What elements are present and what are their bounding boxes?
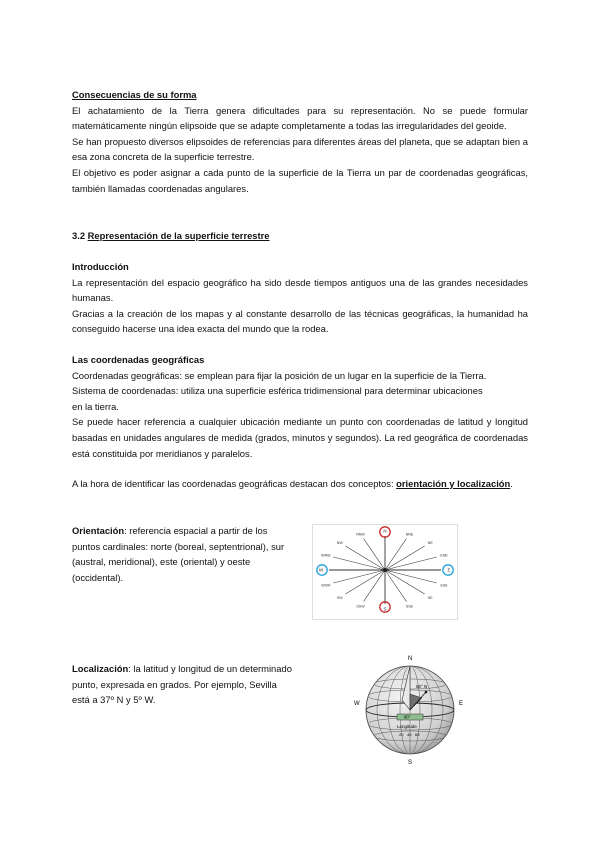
section-coordenadas — [72, 352, 528, 461]
term-localizacion: Localización — [72, 663, 129, 674]
term-orientacion: Orientación — [72, 525, 125, 536]
globe-lat-value: 50° N — [416, 684, 428, 689]
globe-label-s: S — [408, 760, 413, 766]
compass-label-n: N — [383, 528, 387, 534]
heading-introduccion: Introducción — [72, 261, 129, 272]
compass-label-e: E — [447, 567, 451, 573]
section-introduccion — [72, 259, 528, 337]
globe-label-e: E — [459, 701, 464, 707]
compass-label-ene: ENE — [440, 553, 448, 558]
globe-svg — [348, 654, 472, 766]
globe-label-w: W — [354, 701, 360, 707]
compass-label-s: S — [383, 606, 387, 612]
compass-label-ese: ESE — [440, 583, 448, 588]
section-heading-3-2 — [72, 228, 528, 244]
paragraph-orientacion — [72, 523, 294, 585]
globe-lon-tick-2: 40 — [407, 732, 412, 737]
paragraph-mapas: Gracias a la creación de los mapas y al constante desarrollo de las técnicas geográficas, la humanidad ha conseguido hacerse una idea exacta del mundo que la rodea. — [72, 307, 528, 335]
compass-label-sw: SW — [336, 596, 343, 601]
paragraph-sistema-line2: en la tierra. — [72, 400, 119, 412]
conceptos-terms: orientación y localización — [396, 478, 511, 489]
paragraph-conceptos — [72, 476, 528, 492]
compass-rose-svg — [312, 524, 458, 620]
paragraph-coordenadas-def: Coordenadas geográficas: se emplean para fijar la posición de un lugar en la superficie de la Tierra. — [72, 369, 487, 381]
compass-label-wsw: WSW — [321, 583, 331, 588]
compass-label-ne: NE — [427, 540, 433, 545]
conceptos-period: . — [510, 478, 513, 489]
paragraph-localizacion — [72, 661, 294, 708]
globe-point — [425, 691, 428, 694]
compass-label-w: W — [318, 567, 324, 573]
paragraph-sistema-line1: Sistema de coordenadas: utiliza una superficie esférica tridimensional para determinar ubicaciones — [72, 385, 483, 397]
section-title: Representación de la superficie terrestre — [87, 230, 270, 241]
paragraph-achatamiento: El achatamiento de la Tierra genera dificultades para su representación. No se puede formular matemáticamente ningún elipsoide que se adapte completamente a todas las irregularidades del geoide. — [72, 104, 528, 132]
globe-label-n: N — [408, 656, 413, 662]
compass-label-nne: NNE — [405, 532, 414, 537]
orientacion-text: : referencia espacial a partir de los puntos cardinales: norte (boreal, septentrional), sur (austral, meridional), este (oriental) y oeste (occidental). — [72, 525, 285, 583]
section-number: 3.2 — [72, 230, 86, 241]
globe-lon-tick-3: 60 — [415, 732, 420, 737]
compass-label-sse: SSE — [405, 604, 414, 609]
paragraph-objetivo: El objetivo es poder asignar a cada punto de la superficie de la Tierra un par de coordenadas geográficas, también llamadas coordenadas angulares. — [72, 166, 528, 194]
heading-consecuencias: Consecuencias de su forma — [72, 89, 197, 100]
globe-figure — [348, 654, 472, 766]
globe-lon-tick-1: 20 — [399, 732, 404, 737]
compass-label-ssw: SSW — [356, 604, 365, 609]
compass-label-nw: NW — [336, 540, 343, 545]
compass-label-se: SE — [427, 596, 433, 601]
paragraph-latitud-longitud: Se puede hacer referencia a cualquier ubicación mediante un punto con coordenadas de latitud y longitud basadas en unidades angulares de medida (grados, minutos y segundos). La red geográfica de coordenadas está constituida por meridianos y paralelos. — [72, 416, 528, 459]
paragraph-elipsoides: Se han propuesto diversos elipsoides de referencias para diferentes áreas del planeta, que se adaptan bien a esa zona concreta de la superficie terrestre. — [72, 135, 528, 163]
compass-rose-figure — [312, 524, 458, 620]
compass-label-nnw: NNW — [356, 532, 365, 537]
globe-lon-value: 80° — [404, 714, 411, 720]
paragraph-representacion: La representación del espacio geográfico ha sido desde tiempos antiguos una de las grandes necesidades humanas. — [72, 276, 528, 304]
compass-label-wnw: WNW — [321, 553, 331, 558]
section-forma — [72, 87, 528, 196]
conceptos-text: A la hora de identificar las coordenadas geográficas destacan dos conceptos: — [72, 478, 397, 489]
globe-lon-label: Longitude — [397, 724, 417, 729]
heading-coordenadas: Las coordenadas geográficas — [72, 354, 205, 365]
localizacion-text: : la latitud y longitud de un determinado punto, expresada en grados. Por ejemplo, Sevilla está a 37º N y 5º W. — [72, 663, 292, 706]
compass-center — [383, 568, 387, 572]
